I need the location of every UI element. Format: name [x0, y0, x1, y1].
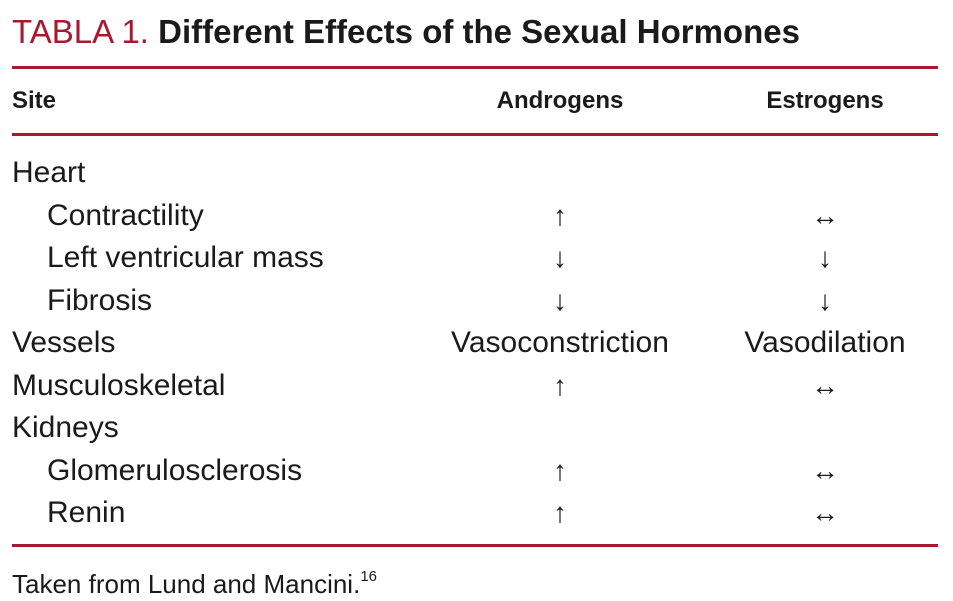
- table-row: [0, 195, 953, 238]
- row-site: Glomerulosclerosis: [47, 453, 303, 487]
- arrow-up-icon: ↑: [553, 369, 567, 401]
- arrow-down-icon: ↓: [818, 284, 832, 316]
- row-site: Musculoskeletal: [12, 368, 226, 402]
- arrow-down-icon: ↓: [553, 242, 567, 273]
- table-number: TABLA 1.: [12, 13, 149, 50]
- arrow-up-icon: ↑: [553, 497, 567, 528]
- row-estrogens: Vasodilation: [744, 326, 906, 359]
- header-site: Site: [12, 87, 57, 114]
- table-row: [0, 322, 953, 365]
- table-row: [0, 280, 953, 323]
- table-row: [0, 152, 953, 195]
- header-rule: [12, 133, 938, 136]
- row-site: Contractility: [47, 198, 204, 232]
- row-site: Kidneys: [12, 411, 119, 444]
- arrow-left-right-icon: ↔: [811, 199, 839, 231]
- table-title-text: Different Effects of the Sexual Hormones: [158, 13, 800, 50]
- table-row: [0, 450, 953, 493]
- arrow-up-icon: ↑: [553, 454, 567, 486]
- table-row: [0, 407, 953, 450]
- header-estrogens: Estrogens: [766, 87, 884, 114]
- bottom-rule: [12, 544, 938, 547]
- table-row: [0, 237, 953, 280]
- footnote-text: Taken from Lund and Mancini.: [12, 569, 361, 599]
- footnote: [12, 560, 377, 601]
- arrow-down-icon: ↓: [553, 284, 567, 316]
- arrow-left-right-icon: ↔: [811, 497, 839, 528]
- arrow-left-right-icon: ↔: [811, 454, 839, 486]
- top-rule: [12, 66, 938, 69]
- row-site: Renin: [47, 496, 126, 529]
- row-site: Heart: [12, 156, 86, 189]
- table-body: [0, 152, 953, 535]
- row-site: Left ventricular mass: [47, 241, 324, 274]
- row-site: Vessels: [12, 326, 116, 359]
- table-row: [0, 365, 953, 408]
- arrow-down-icon: ↓: [818, 242, 832, 273]
- row-androgens: Vasoconstriction: [451, 326, 669, 359]
- header-androgens: Androgens: [496, 87, 624, 114]
- row-site: Fibrosis: [47, 283, 153, 317]
- footnote-reference: 16: [360, 568, 377, 585]
- arrow-up-icon: ↑: [553, 199, 567, 231]
- table-row: [0, 492, 953, 535]
- table-title: [12, 10, 800, 54]
- arrow-left-right-icon: ↔: [811, 369, 839, 401]
